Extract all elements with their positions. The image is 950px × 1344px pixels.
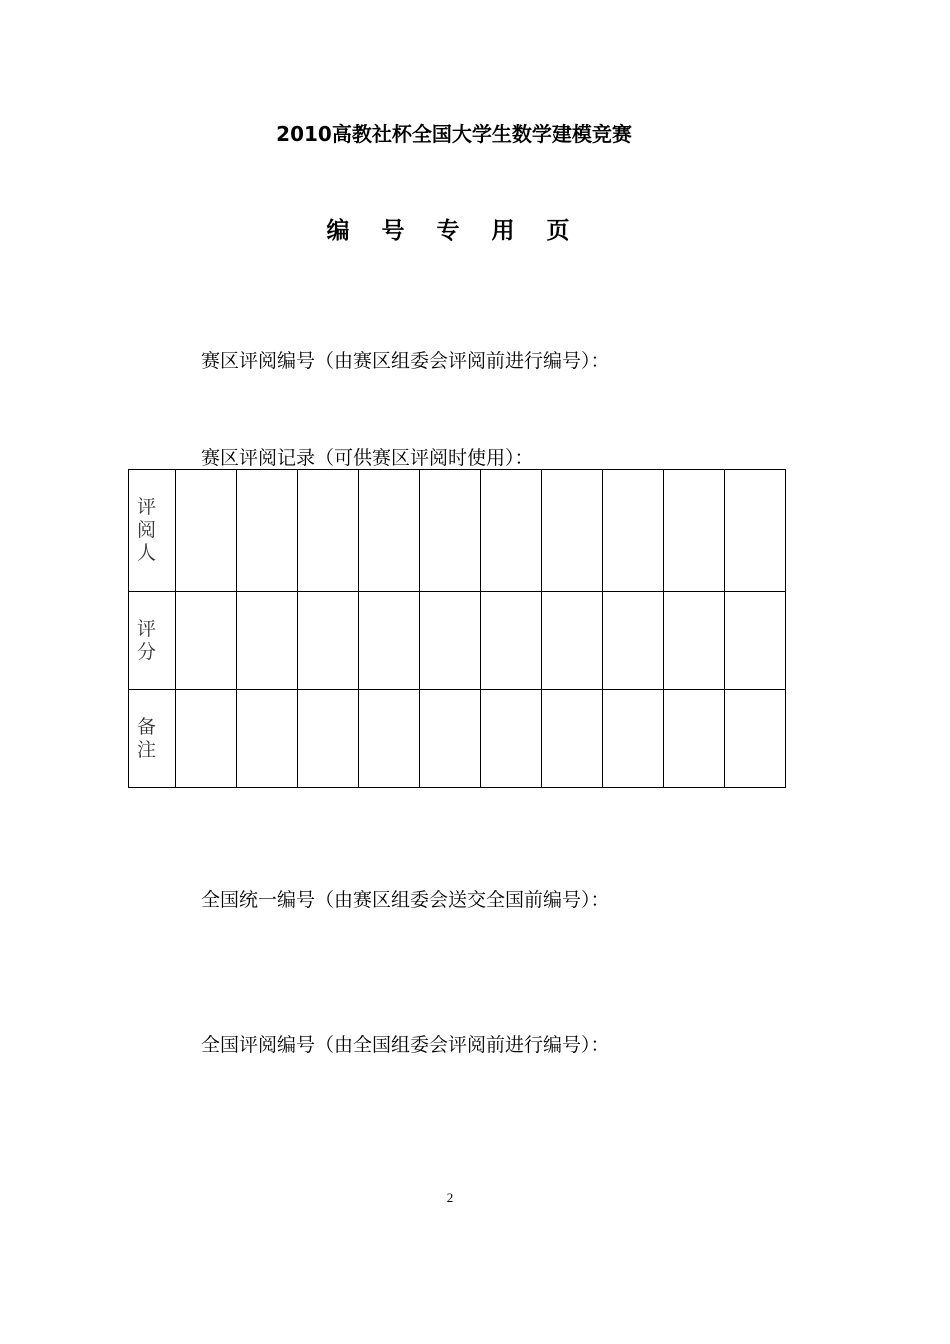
row-label-char: 注 bbox=[137, 738, 157, 761]
regional-review-record-label: 赛区评阅记录（可供赛区评阅时使用）： bbox=[201, 447, 534, 469]
table-cell[interactable] bbox=[176, 470, 237, 592]
row-label-char: 阅 bbox=[137, 519, 157, 541]
page-number: 2 bbox=[446, 1190, 454, 1205]
row-label-char: 评 bbox=[137, 496, 157, 518]
table-cell[interactable] bbox=[420, 592, 481, 690]
table-cell[interactable] bbox=[176, 690, 237, 788]
page-title: 编 号 专 用 页 bbox=[326, 218, 582, 244]
table-row-remarks bbox=[129, 690, 786, 788]
table-cell[interactable] bbox=[237, 690, 298, 788]
table-cell[interactable] bbox=[298, 470, 359, 592]
table-cell[interactable] bbox=[542, 470, 603, 592]
table-cell[interactable] bbox=[237, 470, 298, 592]
row-label-remarks bbox=[129, 690, 176, 788]
row-label-char: 备 bbox=[137, 715, 157, 738]
table-cell[interactable] bbox=[359, 470, 420, 592]
row-label-char: 人 bbox=[137, 542, 157, 564]
table-cell[interactable] bbox=[603, 592, 664, 690]
table-cell[interactable] bbox=[542, 592, 603, 690]
table-cell[interactable] bbox=[725, 592, 786, 690]
table-row-score bbox=[129, 592, 786, 690]
national-review-number-label: 全国评阅编号（由全国组委会评阅前进行编号）： bbox=[201, 1034, 610, 1056]
table-cell[interactable] bbox=[359, 690, 420, 788]
table-cell[interactable] bbox=[298, 690, 359, 788]
table-cell[interactable] bbox=[481, 592, 542, 690]
table-cell[interactable] bbox=[481, 470, 542, 592]
review-record-table bbox=[128, 469, 786, 788]
table-cell[interactable] bbox=[664, 470, 725, 592]
table-cell[interactable] bbox=[481, 690, 542, 788]
row-label-reviewer bbox=[129, 470, 176, 592]
table-cell[interactable] bbox=[542, 690, 603, 788]
row-label-char: 分 bbox=[137, 640, 157, 663]
table-row-reviewer bbox=[129, 470, 786, 592]
table-cell[interactable] bbox=[237, 592, 298, 690]
row-label-char: 评 bbox=[137, 617, 157, 640]
table-cell[interactable] bbox=[420, 470, 481, 592]
table-cell[interactable] bbox=[420, 690, 481, 788]
table-cell[interactable] bbox=[298, 592, 359, 690]
competition-title: 2010高教社杯全国大学生数学建模竞赛 bbox=[276, 122, 632, 146]
table-cell[interactable] bbox=[725, 470, 786, 592]
national-unified-number-label: 全国统一编号（由赛区组委会送交全国前编号）： bbox=[201, 889, 610, 911]
table-cell[interactable] bbox=[603, 690, 664, 788]
regional-review-number-label: 赛区评阅编号（由赛区组委会评阅前进行编号）： bbox=[201, 350, 610, 372]
row-label-score bbox=[129, 592, 176, 690]
table-cell[interactable] bbox=[664, 592, 725, 690]
table-cell[interactable] bbox=[603, 470, 664, 592]
table-cell[interactable] bbox=[359, 592, 420, 690]
table-cell[interactable] bbox=[176, 592, 237, 690]
table-cell[interactable] bbox=[664, 690, 725, 788]
table-cell[interactable] bbox=[725, 690, 786, 788]
